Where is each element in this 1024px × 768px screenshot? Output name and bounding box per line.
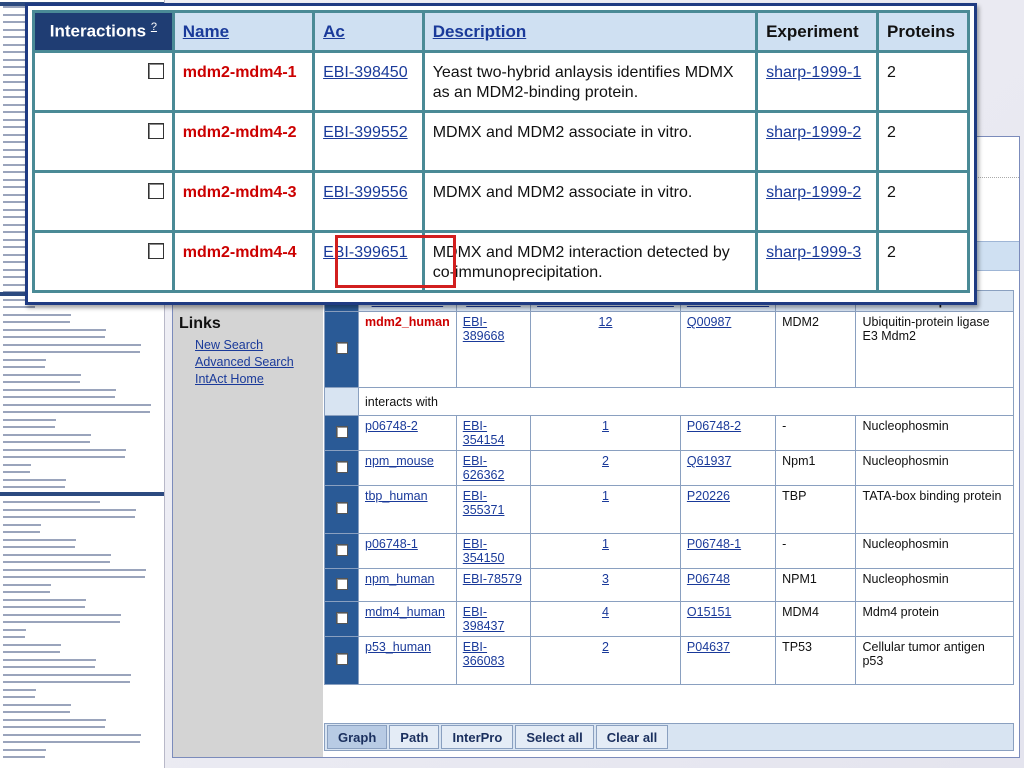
thumbnail-line (3, 524, 41, 526)
table-row (325, 534, 1014, 569)
thumbnail-line (3, 749, 46, 751)
row-checkbox-cell (34, 52, 174, 112)
interactor-uniprot: P06748 (680, 569, 775, 602)
row-checkbox[interactable] (336, 544, 348, 556)
table-row (325, 486, 1014, 534)
table-row (325, 416, 1014, 451)
interaction-proteins: 2 (877, 52, 968, 112)
interactor-name: npm_mouse (359, 451, 457, 486)
thumbnail-line (3, 531, 40, 533)
highlight-box (335, 235, 456, 288)
interaction-ac: EBI-398450 (314, 52, 424, 112)
thumbnail-line (3, 374, 81, 376)
thumbnail-line (3, 576, 145, 578)
thumbnail-line (3, 614, 121, 616)
interactor-uniprot: Q61937 (680, 451, 775, 486)
interactor-description: Cellular tumor antigen p53 (856, 637, 1014, 685)
interactor-count: 4 (531, 602, 681, 637)
thumbnail-line (3, 419, 56, 421)
links-heading: Links (179, 315, 221, 332)
thumbnail-line (3, 719, 106, 721)
row-checkbox-cell (325, 534, 359, 569)
col-experiment: Experiment (757, 12, 878, 52)
thumbnail-line (3, 704, 71, 706)
interaction-name: mdm2-mdm4-2 (173, 112, 313, 172)
thumbnail-line (3, 411, 150, 413)
interactor-ac: EBI-354154 (456, 416, 530, 451)
interactor-gene: MDM4 (776, 602, 856, 637)
thumbnail-line (3, 726, 105, 728)
row-checkbox[interactable] (336, 426, 348, 438)
interactor-name: p06748-2 (359, 416, 457, 451)
thumbnail-line (3, 471, 30, 473)
thumbnail-bar (0, 492, 165, 496)
row-checkbox-cell (325, 451, 359, 486)
interaction-rows (34, 52, 969, 292)
interacts-with-label: interacts with (359, 388, 1014, 416)
thumbnail-line (3, 606, 85, 608)
thumbnail-line (3, 711, 70, 713)
select-all-button[interactable]: Select all (515, 725, 593, 749)
thumbnail-line (3, 456, 125, 458)
action-button-bar (324, 723, 1014, 751)
thumbnail-line (3, 659, 96, 661)
thumbnail-line (3, 381, 80, 383)
interactor-uniprot: O15151 (680, 602, 775, 637)
table-row-main (325, 312, 1014, 388)
thumbnail-line (3, 351, 140, 353)
interaction-experiment: sharp-1999-2 (757, 172, 878, 232)
interaction-experiment: sharp-1999-2 (757, 112, 878, 172)
thumbnail-line (3, 666, 95, 668)
row-checkbox[interactable] (148, 63, 164, 79)
thumbnail-line (3, 479, 66, 481)
main-count: 12 (531, 312, 681, 388)
thumbnail-line (3, 681, 130, 683)
thumbnail-line (3, 734, 141, 736)
row-checkbox-cell (325, 637, 359, 685)
thumbnail-line (3, 509, 136, 511)
interactor-ac: EBI-355371 (456, 486, 530, 534)
interactor-uniprot: P06748-1 (680, 534, 775, 569)
row-checkbox[interactable] (148, 243, 164, 259)
row-checkbox[interactable] (336, 502, 348, 514)
thumbnail-line (3, 621, 120, 623)
interactor-uniprot: P20226 (680, 486, 775, 534)
main-ac: EBI-389668 (456, 312, 530, 388)
thumbnail-line (3, 591, 50, 593)
interactor-description: Nucleophosmin (856, 569, 1014, 602)
thumbnail-line (3, 449, 126, 451)
row-checkbox[interactable] (336, 653, 348, 665)
interactor-ac: EBI-78579 (456, 569, 530, 602)
interaction-experiment: sharp-1999-3 (757, 232, 878, 292)
interaction-ac: EBI-399556 (314, 172, 424, 232)
interactor-description: Nucleophosmin (856, 534, 1014, 569)
row-checkbox[interactable] (336, 342, 348, 354)
interactor-gene: Npm1 (776, 451, 856, 486)
graph-button[interactable]: Graph (327, 725, 387, 749)
interaction-row (34, 112, 969, 172)
sidebar-links (195, 337, 294, 388)
interactor-gene: TP53 (776, 637, 856, 685)
interaction-description: MDMX and MDM2 associate in vitro. (423, 112, 756, 172)
thumbnail-line (3, 569, 146, 571)
thumbnail-line (3, 636, 25, 638)
thumbnail-line (3, 629, 26, 631)
interaction-row (34, 52, 969, 112)
row-checkbox-cell (34, 112, 174, 172)
interactor-name: tbp_human (359, 486, 457, 534)
interactor-count: 1 (531, 416, 681, 451)
thumbnail-line (3, 321, 70, 323)
row-checkbox-cell (325, 486, 359, 534)
interactor-uniprot: P04637 (680, 637, 775, 685)
interactor-count: 3 (531, 569, 681, 602)
thumbnail-line (3, 546, 75, 548)
interaction-proteins: 2 (877, 232, 968, 292)
interaction-row (34, 232, 969, 292)
interactor-ac: EBI-626362 (456, 451, 530, 486)
interactor-uniprot: P06748-2 (680, 416, 775, 451)
interactor-description: Mdm4 protein (856, 602, 1014, 637)
interactor-count: 1 (531, 486, 681, 534)
row-checkbox-cell (325, 312, 359, 388)
interactor-ac: EBI-398437 (456, 602, 530, 637)
clear-all-button[interactable]: Clear all (596, 725, 669, 749)
row-checkbox-cell (325, 416, 359, 451)
thumbnail-line (3, 404, 151, 406)
row-checkbox[interactable] (148, 183, 164, 199)
table-row (325, 569, 1014, 602)
interactor-gene: NPM1 (776, 569, 856, 602)
thumbnail-line (3, 674, 131, 676)
thumbnail-line (3, 314, 71, 316)
interaction-experiment: sharp-1999-1 (757, 52, 878, 112)
thumbnail-line (3, 561, 110, 563)
interactor-gene: TBP (776, 486, 856, 534)
advanced-search-link[interactable]: Advanced Search (195, 355, 294, 369)
main-gene: MDM2 (776, 312, 856, 388)
thumbnail-line (3, 441, 90, 443)
thumbnail-line (3, 599, 86, 601)
row-checkbox[interactable] (336, 612, 348, 624)
interaction-name: mdm2-mdm4-4 (173, 232, 313, 292)
row-checkbox-cell (325, 569, 359, 602)
interactions-header-row (34, 12, 969, 52)
interacts-spacer (325, 388, 359, 416)
interaction-ac: EBI-399651 (314, 232, 424, 292)
interactor-gene: - (776, 534, 856, 569)
thumbnail-line (3, 554, 111, 556)
interaction-ac: EBI-399552 (314, 112, 424, 172)
thumbnail-line (3, 426, 55, 428)
new-search-link[interactable]: New Search (195, 338, 264, 352)
thumbnail-line (3, 344, 141, 346)
interaction-name: mdm2-mdm4-3 (173, 172, 313, 232)
interactor-count: 2 (531, 637, 681, 685)
main-description: Ubiquitin-protein ligase E3 Mdm2 (856, 312, 1014, 388)
interactor-description: Nucleophosmin (856, 451, 1014, 486)
thumbnail-line (3, 329, 106, 331)
thumbnail-line (3, 336, 105, 338)
col-interactions: Interactions ? (34, 12, 174, 52)
interaction-row (34, 172, 969, 232)
thumbnail-line (3, 306, 35, 308)
interactor-name: p06748-1 (359, 534, 457, 569)
interaction-proteins: 2 (877, 112, 968, 172)
thumbnail-line (3, 246, 25, 248)
interactor-name: npm_human (359, 569, 457, 602)
main-name: mdm2_human (359, 312, 457, 388)
thumbnail-line (3, 434, 91, 436)
row-checkbox[interactable] (336, 578, 348, 590)
interaction-proteins: 2 (877, 172, 968, 232)
thumbnail-line (3, 584, 51, 586)
interaction-description: MDMX and MDM2 associate in vitro. (423, 172, 756, 232)
thumbnail-line (3, 756, 45, 758)
thumbnail-line (3, 239, 26, 241)
path-button[interactable]: Path (389, 725, 439, 749)
thumbnail-line (3, 464, 31, 466)
interactor-description: TATA-box binding protein (856, 486, 1014, 534)
interaction-description: Yeast two-hybrid anlaysis identifies MDMX as an MDM2-binding protein. (423, 52, 756, 112)
row-checkbox-cell (325, 602, 359, 637)
main-uniprot: Q00987 (680, 312, 775, 388)
help-link[interactable]: ? (150, 21, 157, 34)
row-checkbox-cell (34, 232, 174, 292)
thumbnail-line (3, 501, 100, 503)
col-name[interactable]: Name (173, 12, 313, 52)
interactor-name: p53_human (359, 637, 457, 685)
interactor-count: 2 (531, 451, 681, 486)
row-checkbox[interactable] (336, 461, 348, 473)
thumbnail-line (3, 366, 45, 368)
thumbnail-line (3, 696, 35, 698)
thumbnail-line (3, 396, 115, 398)
table-row (325, 602, 1014, 637)
intact-home-link[interactable]: IntAct Home (195, 372, 264, 386)
interaction-name: mdm2-mdm4-1 (173, 52, 313, 112)
row-checkbox-cell (34, 172, 174, 232)
interactor-ac: EBI-366083 (456, 637, 530, 685)
thumbnail-line (3, 389, 116, 391)
interactor-rows (325, 416, 1014, 685)
thumbnail-line (3, 539, 76, 541)
col-description[interactable]: Description (423, 12, 756, 52)
thumbnail-line (3, 486, 65, 488)
interactor-name: mdm4_human (359, 602, 457, 637)
interactor-ac: EBI-354150 (456, 534, 530, 569)
row-checkbox[interactable] (148, 123, 164, 139)
interactor-count: 1 (531, 534, 681, 569)
table-row (325, 637, 1014, 685)
interactor-gene: - (776, 416, 856, 451)
thumbnail-line (3, 689, 36, 691)
interactor-description: Nucleophosmin (856, 416, 1014, 451)
thumbnail-line (3, 741, 140, 743)
col-ac[interactable]: Ac (314, 12, 424, 52)
thumbnail-line (3, 651, 60, 653)
thumbnail-line (3, 516, 135, 518)
thumbnail-line (3, 644, 61, 646)
thumbnail-line (3, 359, 46, 361)
interaction-description: MDMX and MDM2 interaction detected by co-immunoprecipitation. (423, 232, 756, 292)
table-row (325, 451, 1014, 486)
zoomed-interactions-panel (25, 3, 977, 305)
results-table (324, 290, 1014, 685)
interacts-with-row (325, 388, 1014, 416)
interactions-table (32, 10, 970, 293)
col-proteins: Proteins (877, 12, 968, 52)
interpro-button[interactable]: InterPro (441, 725, 513, 749)
